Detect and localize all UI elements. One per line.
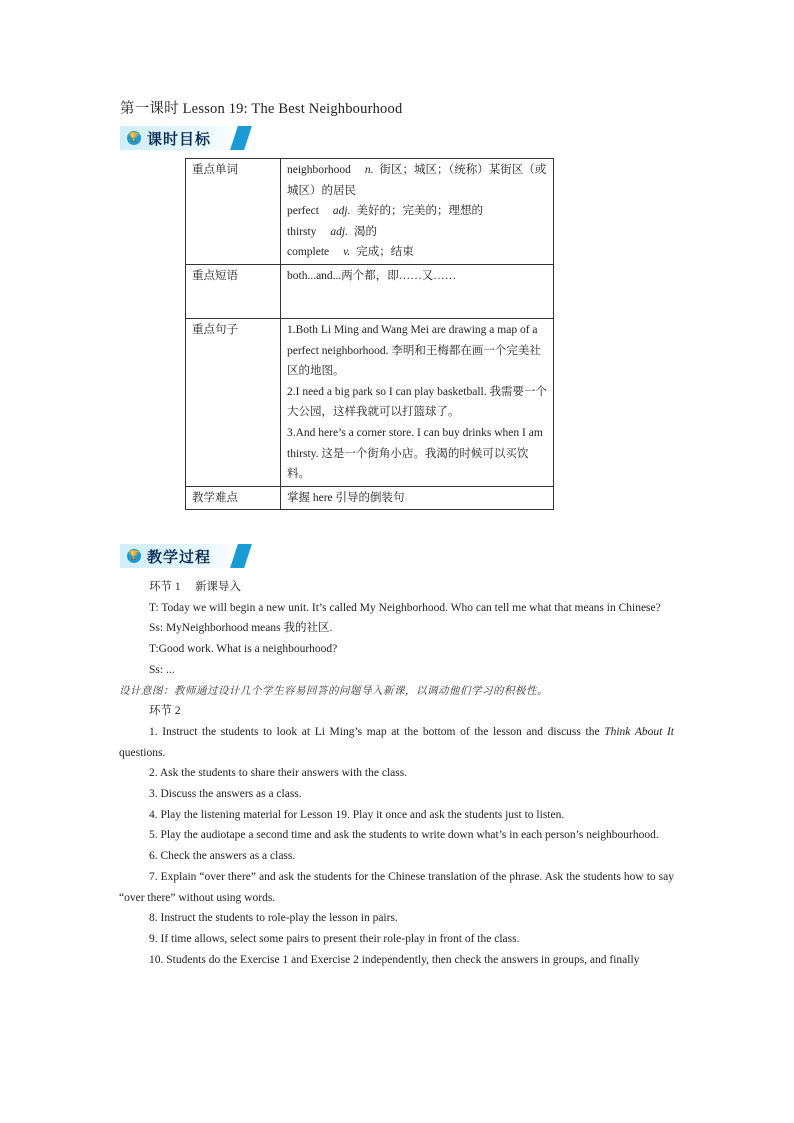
sentence-item: 3.And here’s a corner store. I can buy drinks when I am thirsty. 这是一个街角小店。我渴的时候可以买饮料。: [287, 426, 543, 481]
difficulty-cell: 掌握 here 引导的倒装句: [281, 486, 554, 510]
phrase-cell: both...and...两个都，即……又……: [281, 264, 554, 318]
banner-accent: [230, 544, 252, 568]
section-banner-goals: [120, 126, 238, 150]
table-row: [186, 318, 554, 486]
paragraph: Ss: ...: [149, 663, 175, 676]
paragraph: T:Good work. What is a neighbourhood?: [149, 643, 338, 656]
row-key: 教学难点: [186, 486, 281, 510]
row-key: 重点短语: [186, 264, 281, 318]
step-heading: 环节 1 新课导入: [149, 581, 241, 593]
list-item: 4. Play the listening material for Lesson 19. Play it once and ask the students just to listen.: [149, 808, 565, 821]
vocab-item: thirsty adj. 渴的: [287, 225, 377, 238]
goals-table: [185, 158, 554, 510]
list-item: 10. Students do the Exercise 1 and Exercise 2 independently, then check the answers in groups, and finally: [149, 953, 640, 966]
banner-accent: [230, 126, 252, 150]
trophy-icon: 🏆: [128, 551, 140, 561]
list-item: 6. Check the answers as a class.: [149, 850, 296, 863]
design-intent: 设计意图：教师通过设计几个学生容易回答的问题导入新课，以调动他们学习的积极性。: [119, 684, 548, 697]
row-key: 重点单词: [186, 159, 281, 265]
row-key: 重点句子: [186, 318, 281, 486]
list-item: 2. Ask the students to share their answers with the class.: [149, 767, 408, 780]
list-item: 5. Play the audiotape a second time and ask the students to write down what’s in each person’s neighbourhood.: [149, 829, 659, 842]
vocab-item: complete v. 完成；结束: [287, 246, 414, 259]
list-item: 1. Instruct the students to look at Li Ming’s map at the bottom of the lesson and discuss the Think About It questions.: [119, 725, 674, 759]
step-heading: 环节 2: [149, 705, 181, 718]
vocab-item: perfect adj. 美好的；完美的；理想的: [287, 205, 483, 218]
vocab-cell: [281, 159, 554, 265]
vocab-item: neighborhood n. 街区；城区；（统称）某街区（或城区）的居民: [287, 164, 547, 197]
paragraph: T: Today we will begin a new unit. It’s called My Neighborhood. Who can tell me what that means in Chinese?: [149, 601, 661, 614]
list-item: 8. Instruct the students to role-play the lesson in pairs.: [149, 912, 398, 925]
section-banner-process: [120, 544, 238, 568]
table-row: [186, 486, 554, 510]
process-body: [119, 577, 674, 970]
paragraph: Ss: MyNeighborhood means 我的社区.: [149, 622, 333, 635]
sentences-cell: [281, 318, 554, 486]
table-row: [186, 159, 554, 265]
section-label: 教学过程: [147, 547, 212, 566]
table-row: [186, 264, 554, 318]
sentence-item: 2.I need a big park so I can play basketball. 我需要一个大公园，这样我就可以打篮球了。: [287, 385, 547, 419]
trophy-icon: 🏆: [128, 133, 140, 143]
sentence-item: 1.Both Li Ming and Wang Mei are drawing a map of a perfect neighborhood. 李明和王梅都在画一个完美社区的地图。: [287, 323, 541, 378]
list-item: 3. Discuss the answers as a class.: [149, 788, 302, 801]
page-title: 第一课时 Lesson 19: The Best Neighbourhood: [120, 101, 403, 117]
list-item: 9. If time allows, select some pairs to present their role-play in front of the class.: [149, 932, 520, 945]
section-label: 课时目标: [147, 129, 212, 148]
list-item: 7. Explain “over there” and ask the students for the Chinese translation of the phrase. Ask the students how to say “over there” without using words.: [119, 870, 674, 904]
